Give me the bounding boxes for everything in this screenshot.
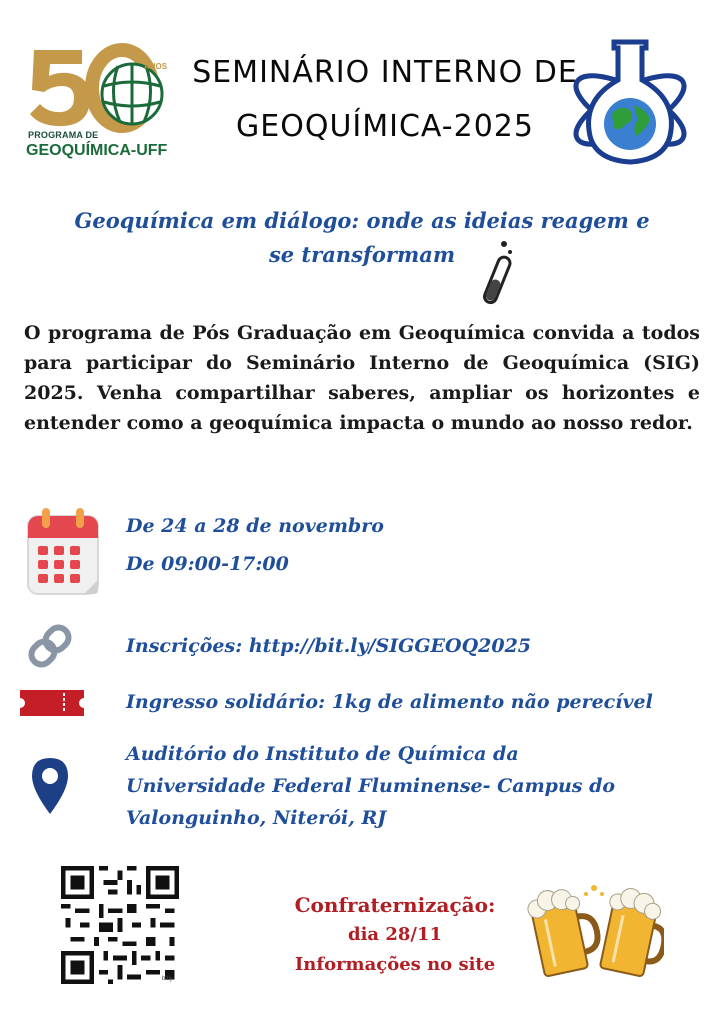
registration-link[interactable]: Inscrições: http://bit.ly/SIGGEOQ2025 — [126, 635, 532, 657]
test-tube-icon — [480, 240, 516, 308]
logo-program-label: PROGRAMA DE — [28, 130, 99, 140]
title-line-2: GEOQUÍMICA-2025 — [236, 109, 534, 144]
calendar-icon — [24, 504, 104, 598]
ticket-info: Ingresso solidário: 1kg de alimento não perecível — [126, 691, 653, 713]
seminar-title — [190, 46, 580, 154]
event-location — [126, 738, 706, 834]
logo-uff-label: GEOQUÍMICA-UFF — [26, 142, 168, 159]
location-line-3: Valonguinho, Niterói, RJ — [126, 807, 387, 829]
qr-brand-tag: bitly — [162, 976, 173, 982]
program-50-years-logo — [24, 36, 184, 166]
social-event-note: Informações no site — [294, 954, 496, 975]
qr-code[interactable] — [60, 866, 180, 984]
title-line-1: SEMINÁRIO INTERNO DE — [192, 55, 578, 90]
location-line-2: Universidade Federal Fluminense- Campus do — [126, 775, 616, 797]
event-date-range: De 24 a 28 de novembro — [126, 515, 384, 537]
intro-paragraph: O programa de Pós Graduação em Geoquímica convida a todos para participar do Seminário Interno de Geoquímica (SIG) 2025. Venha compartilhar saberes, ampliar os horizontes e entender como a geoquímica impacta o mundo ao nosso redor. — [24, 322, 700, 434]
event-tagline — [20, 204, 704, 272]
link-icon — [26, 622, 74, 670]
event-time-range: De 09:00-17:00 — [126, 553, 289, 575]
tagline-line-1: Geoquímica em diálogo: onde as ideias reagem e — [74, 208, 650, 233]
logo-mark — [24, 36, 184, 136]
beer-mugs-icon — [524, 880, 664, 980]
tagline-line-2: se transformam — [268, 242, 456, 267]
social-event-info — [270, 890, 520, 980]
logo-anos-label: ANOS — [144, 62, 168, 71]
location-line-1: Auditório do Instituto de Química da — [126, 743, 519, 765]
map-pin-icon — [30, 756, 70, 816]
ticket-icon — [20, 690, 84, 716]
social-event-title: Confraternização: — [294, 893, 496, 917]
flask-with-globe-icon — [566, 36, 694, 168]
social-event-date: dia 28/11 — [347, 924, 443, 945]
